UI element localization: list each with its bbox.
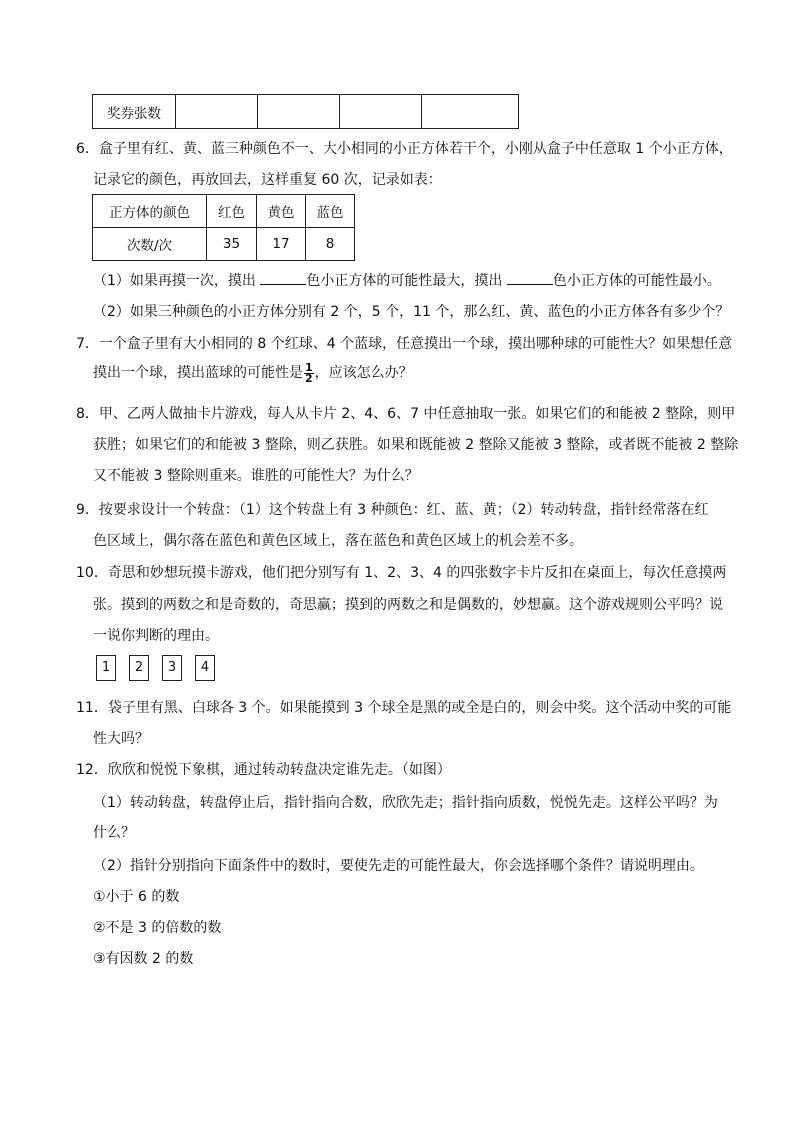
q9-line2: 色区域上，偶尔落在蓝色和黄色区域上，落在蓝色和黄色区域上的机会差不多。 — [93, 533, 583, 549]
fraction-numerator: 1 — [305, 360, 313, 374]
table-header: 蓝色 — [306, 195, 355, 228]
q6-sub1 — [93, 270, 721, 290]
table-cell: 8 — [306, 228, 355, 261]
table-cell — [340, 95, 422, 129]
q12-sub1-line2: 什么？ — [93, 825, 135, 841]
table-cell — [258, 95, 340, 129]
table-row-label: 次数/次 — [93, 228, 207, 261]
q6-sub1-text-c: 色小正方体的可能性最小。 — [552, 273, 721, 289]
q12-option-1: ①小于 6 的数 — [93, 889, 180, 905]
answer-blank[interactable] — [507, 272, 553, 285]
q8-line3: 又不能被 3 整除则重来。谁胜的可能性大？为什么？ — [93, 468, 419, 484]
q6-line2: 记录它的颜色，再放回去，这样重复 60 次，记录如表： — [93, 172, 442, 188]
number-card: 1 — [96, 655, 116, 681]
q7-line1: 7．一个盒子里有大小相同的 8 个红球、4 个蓝球，任意摸出一个球，摸出哪种球的可能性大？如果想任意 — [76, 336, 733, 352]
q9-line1: 9．按要求设计一个转盘：（1）这个转盘上有 3 种颜色：红、蓝、黄；（2）转动转盘，指针经常落在红 — [76, 502, 709, 518]
q7-line2-text-b: ，应该怎么办？ — [314, 365, 413, 381]
table-cell — [422, 95, 519, 129]
q7-line2 — [93, 362, 413, 384]
q8-line1: 8．甲、乙两人做抽卡片游戏，每人从卡片 2、4、6、7 中任意抽取一张。如果它们的和能被 2 整除，则甲 — [76, 406, 736, 422]
number-card: 3 — [162, 655, 182, 681]
q6-sub1-text-a: （1）如果再摸一次，摸出 — [93, 273, 256, 289]
q6-line1: 6．盒子里有红、黄、蓝三种颜色不一、大小相同的小正方体若干个，小刚从盒子中任意取 1 个小正方体， — [76, 141, 733, 157]
number-card: 2 — [129, 655, 149, 681]
cube-color-table — [92, 194, 355, 261]
q11-line2: 性大吗？ — [93, 731, 149, 747]
q12-line1: 12．欣欣和悦悦下象棋，通过转动转盘决定谁先走。（如图） — [76, 762, 451, 778]
q6-sub2: （2）如果三种颜色的小正方体分别有 2 个，5 个，11 个，那么红、黄、蓝色的小正方体各有多少个？ — [93, 304, 730, 320]
q11-line1: 11．袋子里有黑、白球各 3 个。如果能摸到 3 个球全是黑的或全是白的，则会中奖。这个活动中奖的可能 — [76, 700, 732, 716]
table-cell — [176, 95, 258, 129]
table-cell: 35 — [207, 228, 257, 261]
q12-sub2: （2）指针分别指向下面条件中的数时，要使先走的可能性最大，你会选择哪个条件？请说明理由。 — [93, 858, 704, 874]
prize-ticket-table — [92, 94, 519, 129]
table-header: 黄色 — [257, 195, 306, 228]
q12-option-3: ③有因数 2 的数 — [93, 951, 194, 967]
q6-sub1-text-b: 色小正方体的可能性最大，摸出 — [306, 273, 503, 289]
q10-line2: 张。摸到的两数之和是奇数的，奇思赢；摸到的两数之和是偶数的，妙想赢。这个游戏规则公平吗？说 — [93, 597, 723, 613]
table-header: 正方体的颜色 — [93, 195, 207, 228]
table-header: 红色 — [207, 195, 257, 228]
q12-option-2: ②不是 3 的倍数的数 — [93, 920, 222, 936]
q10-line1: 10．奇思和妙想玩摸卡游戏，他们把分别写有 1、2、3、4 的四张数字卡片反扣在桌面上，每次任意摸两 — [76, 565, 727, 581]
fraction-denominator: 2 — [305, 371, 313, 385]
fraction — [304, 360, 314, 385]
q8-line2: 获胜；如果它们的和能被 3 整除，则乙获胜。如果和既能被 2 整除又能被 3 整除，或者既不能被 2 整除 — [93, 437, 739, 453]
number-card: 4 — [195, 655, 215, 681]
table-row-label: 奖券张数 — [93, 95, 176, 129]
q7-line2-text-a: 摸出一个球，摸出蓝球的可能性是 — [93, 365, 303, 381]
q10-line3: 一说你判断的理由。 — [93, 628, 219, 644]
table-cell: 17 — [257, 228, 306, 261]
answer-blank[interactable] — [260, 272, 306, 285]
q12-sub1-line1: （1）转动转盘，转盘停止后，指针指向合数，欣欣先走；指针指向质数，悦悦先走。这样公平吗？为 — [93, 795, 718, 811]
